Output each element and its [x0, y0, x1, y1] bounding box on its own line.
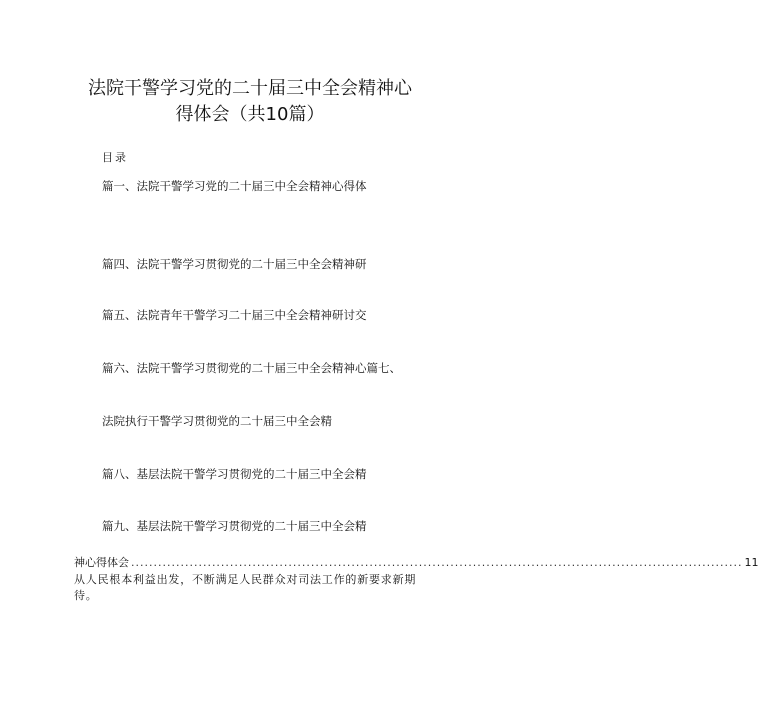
- toc-entry[interactable]: 篇九、基层法院干警学习贯彻党的二十届三中全会精: [102, 519, 367, 533]
- dot-leader: ........................................................................................................................................: [131, 556, 743, 569]
- toc-entry[interactable]: 法院执行干警学习贯彻党的二十届三中全会精: [102, 414, 332, 428]
- toc-entry[interactable]: 篇四、法院干警学习贯彻党的二十届三中全会精神研: [102, 257, 367, 271]
- toc-entry-with-page[interactable]: [74, 554, 759, 570]
- title-line-1: 法院干警学习党的二十届三中全会精神心: [88, 78, 412, 99]
- toc-entry[interactable]: 篇八、基层法院干警学习贯彻党的二十届三中全会精: [102, 467, 367, 481]
- toc-page-number: 11: [744, 556, 759, 569]
- toc-heading: 目录: [102, 151, 128, 164]
- toc-entry[interactable]: 篇六、法院干警学习贯彻党的二十届三中全会精神心篇七、: [102, 361, 401, 375]
- toc-entry-text: 神心得体会: [74, 556, 129, 569]
- toc-entry[interactable]: 篇五、法院青年干警学习二十届三中全会精神研讨交: [102, 308, 367, 322]
- toc-entry[interactable]: 篇一、法院干警学习党的二十届三中全会精神心得体: [102, 179, 367, 193]
- body-paragraph: 从人民根本利益出发，不断满足人民群众对司法工作的新要求新期待。: [74, 573, 417, 602]
- title-line-2: 得体会（共10篇）: [175, 104, 325, 125]
- document-title: [0, 76, 500, 128]
